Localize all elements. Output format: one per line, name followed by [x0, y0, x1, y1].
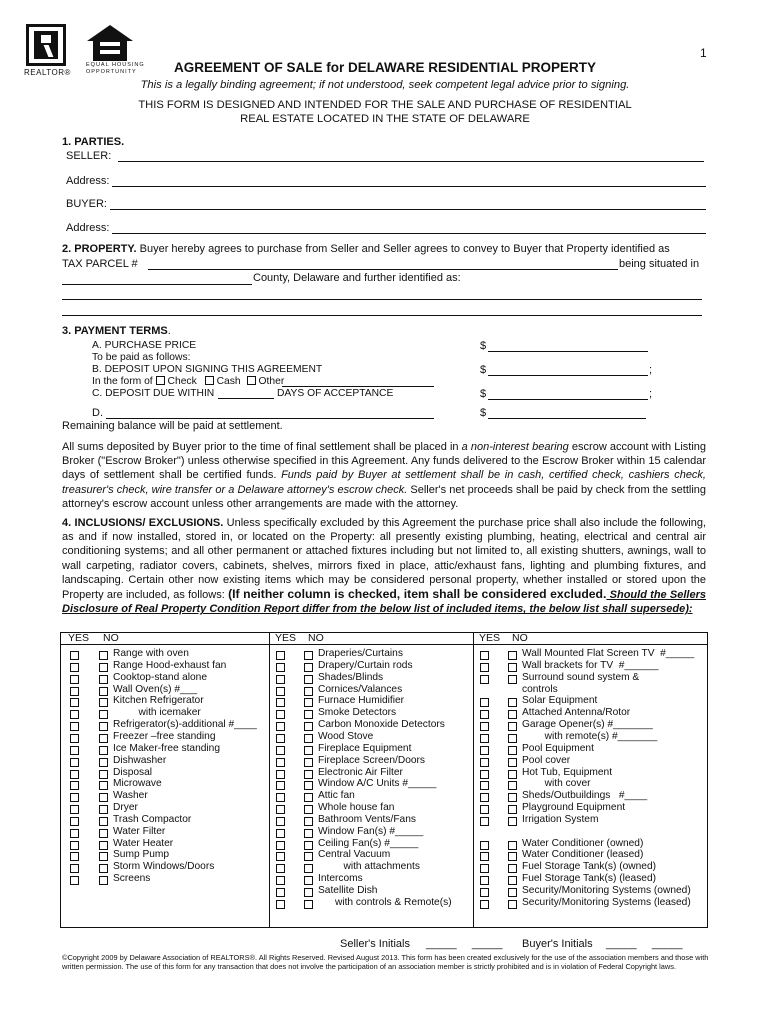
- no-checkbox[interactable]: [99, 817, 108, 826]
- no-checkbox[interactable]: [508, 758, 517, 767]
- designed-statement: THIS FORM IS DESIGNED AND INTENDED FOR THE SALE AND PURCHASE OF RESIDENTIAL REAL ESTATE LOCATED IN THE STATE OF DELAWARE: [138, 99, 632, 125]
- days-of-acceptance-label: DAYS OF ACCEPTANCE: [277, 388, 394, 399]
- yes-checkbox[interactable]: [480, 698, 489, 707]
- deposit-due-semicolon: ;: [649, 388, 653, 400]
- buyer-address-field[interactable]: [112, 233, 706, 234]
- inclusion-item-label: with cover: [522, 778, 591, 790]
- inclusion-item-label: Kitchen Refrigerator: [113, 695, 204, 707]
- inclusion-item-label: Security/Monitoring Systems (owned): [522, 885, 691, 896]
- yes-checkbox[interactable]: [276, 793, 285, 802]
- yes-checkbox[interactable]: [480, 817, 489, 826]
- yes-checkbox[interactable]: [480, 758, 489, 767]
- no-checkbox[interactable]: [508, 734, 517, 743]
- buyer-label: BUYER:: [66, 198, 107, 210]
- inclusion-item-label: Satellite Dish: [318, 885, 378, 896]
- seller-address-field[interactable]: [112, 186, 706, 187]
- inclusion-item-label: Hot Tub, Equipment: [522, 766, 613, 778]
- buyers-initials-field[interactable]: _____ _____: [606, 938, 683, 950]
- inclusion-item-label: Furnace Humidifier: [318, 695, 405, 707]
- d-dollar: $: [480, 407, 487, 419]
- buyer-address-label: Address:: [66, 222, 110, 234]
- inclusion-item-label: Cooktop-stand alone: [113, 671, 208, 683]
- inclusion-item-label: Wood Stove: [318, 730, 374, 742]
- yes-checkbox[interactable]: [276, 876, 285, 885]
- no-checkbox[interactable]: [304, 817, 313, 826]
- yes-checkbox[interactable]: [276, 722, 285, 731]
- yes-checkbox[interactable]: [480, 805, 489, 814]
- no-checkbox[interactable]: [508, 651, 517, 660]
- buyers-initials-label: Buyer's Initials: [522, 938, 593, 950]
- yes-checkbox[interactable]: [480, 864, 489, 873]
- inclusion-item-label: Window Fan(s) #_____: [318, 825, 424, 837]
- yes-checkbox[interactable]: [276, 734, 285, 743]
- yes-checkbox[interactable]: [276, 758, 285, 767]
- yes-checkbox[interactable]: [70, 722, 79, 731]
- no-checkbox[interactable]: [304, 770, 313, 779]
- seller-address-label: Address:: [66, 175, 110, 187]
- no-checkbox[interactable]: [304, 734, 313, 743]
- no-checkbox[interactable]: [99, 864, 108, 873]
- check-checkbox[interactable]: [156, 376, 165, 385]
- no-checkbox[interactable]: [99, 758, 108, 767]
- inclusion-item-label: Solar Equipment: [522, 695, 598, 707]
- no-checkbox[interactable]: [99, 734, 108, 743]
- no-checkbox[interactable]: [508, 781, 517, 790]
- yes-checkbox[interactable]: [480, 876, 489, 885]
- yes-checkbox[interactable]: [70, 841, 79, 850]
- inclusions-column-2: YES NO Draperies/Curtains Drapery/Curtain rods Shades/Blinds Cornices/Valances Furnace Humidifier Smoke Detectors Carbon Monoxide Detectors Wood Stove Fireplace Equipment Fireplace Screen/Doors Electronic Air Filter Window A/C Units #_____ Attic fan Whole house fan Bathroom Vents/Fans Window Fan(s) #_____ Ceiling Fan(s) #_____ Central Vacuum with attachments Intercoms Satellite Dish with controls & Remote(s): [269, 633, 474, 927]
- equal-housing-icon: [85, 23, 135, 63]
- inclusion-item-label: Ice Maker-free standing: [113, 742, 221, 754]
- county-field[interactable]: [62, 284, 252, 285]
- no-checkbox[interactable]: [508, 888, 517, 897]
- inclusions-table: [60, 632, 708, 928]
- inclusion-item-label: Carbon Monoxide Detectors: [318, 719, 445, 731]
- inclusion-item-label: Dishwasher: [113, 754, 167, 766]
- no-checkbox[interactable]: [304, 663, 313, 672]
- inclusion-item-label: Electronic Air Filter: [318, 766, 403, 778]
- inclusion-item-label: Cornices/Valances: [318, 683, 403, 695]
- no-checkbox[interactable]: [508, 770, 517, 779]
- no-checkbox[interactable]: [508, 698, 517, 707]
- no-checkbox[interactable]: [508, 852, 517, 861]
- yes-checkbox[interactable]: [70, 864, 79, 873]
- no-checkbox[interactable]: [304, 841, 313, 850]
- yes-checkbox[interactable]: [276, 805, 285, 814]
- inclusion-item-label: Water Conditioner (owned): [522, 837, 644, 849]
- yes-checkbox[interactable]: [70, 651, 79, 660]
- deposit-signing-label: B. DEPOSIT UPON SIGNING THIS AGREEMENT: [92, 364, 323, 375]
- buyer-field[interactable]: [110, 209, 706, 210]
- no-checkbox[interactable]: [99, 829, 108, 838]
- yes-checkbox[interactable]: [70, 817, 79, 826]
- yes-checkbox[interactable]: [276, 687, 285, 696]
- inclusion-item-label: controls: [522, 683, 558, 695]
- yes-checkbox[interactable]: [480, 770, 489, 779]
- yes-checkbox[interactable]: [480, 651, 489, 660]
- yes-checkbox[interactable]: [70, 663, 79, 672]
- deposit-signing-dollar: $: [480, 364, 487, 376]
- inclusion-item-label: Security/Monitoring Systems (leased): [522, 896, 691, 908]
- no-checkbox[interactable]: [508, 817, 517, 826]
- being-situated-label: being situated in: [619, 258, 700, 270]
- d-label: D.: [92, 407, 103, 419]
- inclusion-item-label: Dryer: [113, 802, 138, 814]
- inclusion-item-label: Freezer –free standing: [113, 730, 216, 742]
- no-checkbox[interactable]: [304, 781, 313, 790]
- inclusions-column-3: YES NO Wall Mounted Flat Screen TV #_____ Wall brackets for TV #______ Surround sound system & controls Solar Equipment Attached Antenna/Rotor Garage Opener(s) #_______ with remote(s) #_______ Pool Equipment Pool cover Hot Tub, Equipment with cover Sheds/Outbuildings #____ Playground Equipment Irrigation System Water Conditioner (owned) Water Conditioner (leased) Fuel Storage Tank(s) (owned) Fuel Storage Tank(s) (leased) Security/Monitoring Systems (owned) Security/Monitoring Systems (leased): [473, 633, 708, 927]
- document-subtitle: This is a legally binding agreement; if not understood, seek competent legal advice prior to signing.: [140, 79, 630, 91]
- no-checkbox[interactable]: [99, 852, 108, 861]
- yes-checkbox[interactable]: [480, 722, 489, 731]
- yes-checkbox[interactable]: [480, 710, 489, 719]
- no-checkbox[interactable]: [304, 864, 313, 873]
- seller-field[interactable]: [118, 161, 704, 162]
- no-checkbox[interactable]: [508, 722, 517, 731]
- yes-checkbox[interactable]: [276, 698, 285, 707]
- inclusion-item-label: Pool Equipment: [522, 742, 594, 754]
- no-checkbox[interactable]: [304, 888, 313, 897]
- yes-checkbox[interactable]: [480, 852, 489, 861]
- no-checkbox[interactable]: [508, 746, 517, 755]
- yes-checkbox[interactable]: [276, 663, 285, 672]
- inclusion-item-label: Washer: [113, 790, 148, 802]
- no-checkbox[interactable]: [508, 675, 517, 684]
- parties-heading: 1. PARTIES.: [62, 136, 125, 148]
- inclusion-item-label: Screens: [113, 873, 151, 885]
- yes-checkbox[interactable]: [480, 746, 489, 755]
- yes-checkbox[interactable]: [70, 852, 79, 861]
- yes-checkbox[interactable]: [480, 663, 489, 672]
- yes-checkbox[interactable]: [276, 675, 285, 684]
- no-checkbox[interactable]: [508, 900, 517, 909]
- yes-checkbox[interactable]: [70, 770, 79, 779]
- purchase-price-label: A. PURCHASE PRICE: [92, 340, 197, 351]
- property-description-line-1[interactable]: [62, 299, 702, 300]
- cash-checkbox[interactable]: [205, 376, 214, 385]
- inclusion-item-label: Refrigerator(s)-additional #____: [113, 719, 257, 731]
- yes-checkbox[interactable]: [276, 781, 285, 790]
- payment-heading: 3. PAYMENT TERMS.: [62, 325, 171, 337]
- county-label: County, Delaware and further identified as:: [253, 272, 461, 284]
- inclusion-item-label: Attached Antenna/Rotor: [522, 707, 631, 719]
- inclusion-item-label: Fireplace Equipment: [318, 742, 412, 754]
- yes-checkbox[interactable]: [276, 900, 285, 909]
- inclusion-item-label: Fuel Storage Tank(s) (leased): [522, 873, 657, 885]
- inclusion-item-label: Surround sound system &: [522, 671, 640, 683]
- inclusion-item-label: Attic fan: [318, 790, 355, 802]
- no-checkbox[interactable]: [99, 651, 108, 660]
- no-checkbox[interactable]: [508, 663, 517, 672]
- no-checkbox[interactable]: [99, 687, 108, 696]
- document-title: AGREEMENT OF SALE for DELAWARE RESIDENTIAL PROPERTY: [173, 60, 597, 75]
- yes-checkbox[interactable]: [70, 781, 79, 790]
- inclusion-item-label: Water Conditioner (leased): [522, 849, 644, 861]
- inclusions-column-1: YES NO Range with oven Range Hood-exhaust fan Cooktop-stand alone Wall Oven(s) #___ Kitchen Refrigerator with icemaker Refrigerator(s)-additional #____ Freezer –free standing Ice Maker-free standing Dishwasher Disposal Microwave Washer Dryer Trash Compactor Water Filter Water Heater Sump Pump Storm Windows/Doors Screens: [61, 633, 269, 927]
- inclusion-item-label: Fireplace Screen/Doors: [318, 754, 426, 766]
- sellers-initials-field[interactable]: _____ _____: [426, 938, 503, 950]
- inclusion-item-label: Fuel Storage Tank(s) (owned): [522, 861, 657, 873]
- no-checkbox[interactable]: [508, 793, 517, 802]
- deposit-signing-semicolon: ;: [649, 364, 653, 376]
- inclusion-item-label: Window A/C Units #_____: [318, 778, 437, 790]
- purchase-price-field[interactable]: [488, 351, 648, 352]
- no-checkbox[interactable]: [99, 710, 108, 719]
- no-checkbox[interactable]: [99, 722, 108, 731]
- deposit-due-field[interactable]: [488, 399, 648, 400]
- inclusion-item-label: Water Filter: [113, 825, 166, 837]
- deposit-due-dollar: $: [480, 388, 487, 400]
- yes-checkbox[interactable]: [70, 710, 79, 719]
- inclusion-item-label: Wall Oven(s) #___: [113, 683, 197, 695]
- no-checkbox[interactable]: [304, 900, 313, 909]
- no-checkbox[interactable]: [99, 770, 108, 779]
- page-number: 1: [700, 46, 707, 60]
- inclusion-item-label: with remote(s) #_______: [522, 730, 658, 742]
- no-checkbox[interactable]: [508, 710, 517, 719]
- no-checkbox[interactable]: [304, 829, 313, 838]
- no-checkbox[interactable]: [508, 876, 517, 885]
- inclusion-item-label: Disposal: [113, 766, 153, 778]
- tax-parcel-field[interactable]: [148, 269, 618, 270]
- no-checkbox[interactable]: [99, 746, 108, 755]
- no-checkbox[interactable]: [99, 841, 108, 850]
- yes-checkbox[interactable]: [276, 651, 285, 660]
- yes-checkbox[interactable]: [70, 734, 79, 743]
- inclusion-item-label: Draperies/Curtains: [318, 648, 403, 659]
- yes-checkbox[interactable]: [70, 876, 79, 885]
- inclusions-paragraph: 4. INCLUSIONS/ EXCLUSIONS. Unless specifically excluded by this Agreement the purchase price shall also include the following, as and if now installed, stored in, or located on the Property: all presently existing plumbing, heating, electrical and central air conditioning systems; and all other permanent or attached fixtures including but not limited to, all existing shutters, awnings, wall to wall carpeting, radiator covers, cabinets, shelves, mirrors fixed in place, attic/exhaust fans, lighting and plumbing fixtures, and landscaping. Certain other now existing items which may be considered personal property, whether installed or stored upon the Property are included, as follows: (If neither column is checked, item shall be considered excluded. Should the Sellers Disclosure of Real Property Condition Report differ from the below list of included items, the below list shall supersede):: [62, 517, 706, 616]
- inclusion-item-label: Wall brackets for TV #______: [522, 659, 659, 671]
- no-checkbox[interactable]: [304, 876, 313, 885]
- inclusion-item-label: Sump Pump: [113, 849, 170, 861]
- deposit-paragraph: All sums deposited by Buyer prior to the time of final settlement shall be placed in a non-interest bearing escrow account with Listing Broker ("Escrow Broker") unless otherwise specified in this Agreement. Any funds delivered to the Escrow Broker within 15 calendar days of settlement shall be certified funds. Funds paid by Buyer at settlement shall be in cash, certified check, cashiers check, treasurer's check, wire transfer or a Delaware attorney's escrow check. Seller's net proceeds shall be paid by check from the settling attorney's escrow account unless other arrangements are made with the attorney.: [62, 441, 706, 510]
- yes-checkbox[interactable]: [70, 829, 79, 838]
- deposit-days-field[interactable]: [218, 398, 274, 399]
- inclusion-item-label: Garage Opener(s) #_______: [522, 719, 653, 731]
- inclusion-item-label: Pool cover: [522, 754, 571, 766]
- no-checkbox[interactable]: [508, 805, 517, 814]
- deposit-signing-field[interactable]: [488, 375, 648, 376]
- no-checkbox[interactable]: [99, 876, 108, 885]
- no-checkbox[interactable]: [508, 841, 517, 850]
- inclusion-item-label: Storm Windows/Doors: [113, 861, 215, 873]
- yes-checkbox[interactable]: [480, 734, 489, 743]
- realtor-label: REALTOR®: [24, 68, 71, 77]
- yes-checkbox[interactable]: [70, 698, 79, 707]
- form-of-row: In the form of Check Cash Other: [92, 376, 285, 387]
- no-checkbox[interactable]: [304, 793, 313, 802]
- no-checkbox[interactable]: [99, 675, 108, 684]
- no-checkbox[interactable]: [99, 698, 108, 707]
- yes-checkbox[interactable]: [480, 841, 489, 850]
- inclusion-item-label: Trash Compactor: [113, 813, 192, 825]
- inclusion-item-label: with controls & Remote(s): [318, 896, 452, 908]
- equal-housing-label: EQUAL HOUSING OPPORTUNITY: [86, 62, 145, 75]
- inclusion-item-label: Smoke Detectors: [318, 707, 397, 719]
- no-checkbox[interactable]: [304, 852, 313, 861]
- deposit-due-label: C. DEPOSIT DUE WITHIN: [92, 388, 215, 399]
- no-checkbox[interactable]: [304, 758, 313, 767]
- yes-checkbox[interactable]: [276, 746, 285, 755]
- d-amount-field[interactable]: [488, 418, 646, 419]
- no-checkbox[interactable]: [508, 864, 517, 873]
- yes-checkbox[interactable]: [70, 675, 79, 684]
- no-checkbox[interactable]: [304, 746, 313, 755]
- inclusion-item-label: Central Vacuum: [318, 849, 391, 861]
- no-checkbox[interactable]: [99, 663, 108, 672]
- no-checkbox[interactable]: [99, 793, 108, 802]
- yes-checkbox[interactable]: [276, 841, 285, 850]
- no-checkbox[interactable]: [304, 710, 313, 719]
- property-description-line-2[interactable]: [62, 315, 702, 316]
- other-field[interactable]: [282, 386, 434, 387]
- inclusion-item-label: Shades/Blinds: [318, 671, 384, 683]
- no-checkbox[interactable]: [304, 651, 313, 660]
- yes-checkbox[interactable]: [276, 829, 285, 838]
- yes-checkbox[interactable]: [480, 888, 489, 897]
- yes-checkbox[interactable]: [276, 864, 285, 873]
- property-line-1: 2. PROPERTY. Buyer hereby agrees to purchase from Seller and Seller agrees to convey to Buyer that Property identified as: [62, 243, 670, 255]
- inclusion-item-label: Water Heater: [113, 837, 174, 849]
- inclusion-item-label: with icemaker: [113, 707, 201, 719]
- inclusion-item-label: Range with oven: [113, 648, 189, 659]
- yes-checkbox[interactable]: [480, 793, 489, 802]
- yes-checkbox[interactable]: [276, 852, 285, 861]
- yes-checkbox[interactable]: [276, 817, 285, 826]
- paid-as-follows-label: To be paid as follows:: [92, 352, 191, 363]
- yes-checkbox[interactable]: [70, 793, 79, 802]
- yes-checkbox[interactable]: [70, 746, 79, 755]
- yes-checkbox[interactable]: [70, 687, 79, 696]
- yes-checkbox[interactable]: [70, 805, 79, 814]
- inclusion-item-label: Drapery/Curtain rods: [318, 659, 413, 671]
- inclusion-item-label: Whole house fan: [318, 802, 395, 814]
- yes-checkbox[interactable]: [480, 781, 489, 790]
- yes-checkbox[interactable]: [480, 900, 489, 909]
- tax-parcel-label: TAX PARCEL #: [62, 258, 138, 270]
- no-checkbox[interactable]: [304, 675, 313, 684]
- purchase-price-dollar: $: [480, 340, 487, 352]
- inclusion-item-label: Ceiling Fan(s) #_____: [318, 837, 419, 849]
- no-checkbox[interactable]: [99, 781, 108, 790]
- yes-checkbox[interactable]: [276, 888, 285, 897]
- no-checkbox[interactable]: [304, 698, 313, 707]
- d-description-field[interactable]: [106, 418, 434, 419]
- no-checkbox[interactable]: [304, 687, 313, 696]
- yes-checkbox[interactable]: [276, 770, 285, 779]
- yes-checkbox[interactable]: [480, 675, 489, 684]
- copyright-notice: ©Copyright 2009 by Delaware Association of REALTORS®. All Rights Reserved. Revised August 2013. This form has been created exclusively for the use of the association members and those with written permission. The use of this form for any transaction that does not involve the participation of an association member is strictly prohibited and is in violation of Federal Copyright laws.: [62, 953, 709, 971]
- yes-checkbox[interactable]: [276, 710, 285, 719]
- inclusion-item-label: Range Hood-exhaust fan: [113, 659, 227, 671]
- inclusion-item-label: Sheds/Outbuildings #____: [522, 790, 648, 802]
- inclusion-item-label: with attachments: [318, 861, 420, 873]
- no-checkbox[interactable]: [304, 805, 313, 814]
- inclusion-item-label: Bathroom Vents/Fans: [318, 813, 416, 825]
- sellers-initials-label: Seller's Initials: [340, 938, 410, 950]
- inclusion-item-label: Playground Equipment: [522, 802, 626, 814]
- inclusion-item-label: Irrigation System: [522, 813, 599, 825]
- inclusion-item-label: Intercoms: [318, 873, 363, 885]
- other-checkbox[interactable]: [247, 376, 256, 385]
- yes-checkbox[interactable]: [70, 758, 79, 767]
- inclusion-item-label: Wall Mounted Flat Screen TV #_____: [522, 648, 695, 659]
- inclusion-item-label: Microwave: [113, 778, 162, 790]
- no-checkbox[interactable]: [304, 722, 313, 731]
- remaining-balance: Remaining balance will be paid at settlement.: [62, 420, 283, 432]
- no-checkbox[interactable]: [99, 805, 108, 814]
- seller-label: SELLER:: [66, 150, 112, 162]
